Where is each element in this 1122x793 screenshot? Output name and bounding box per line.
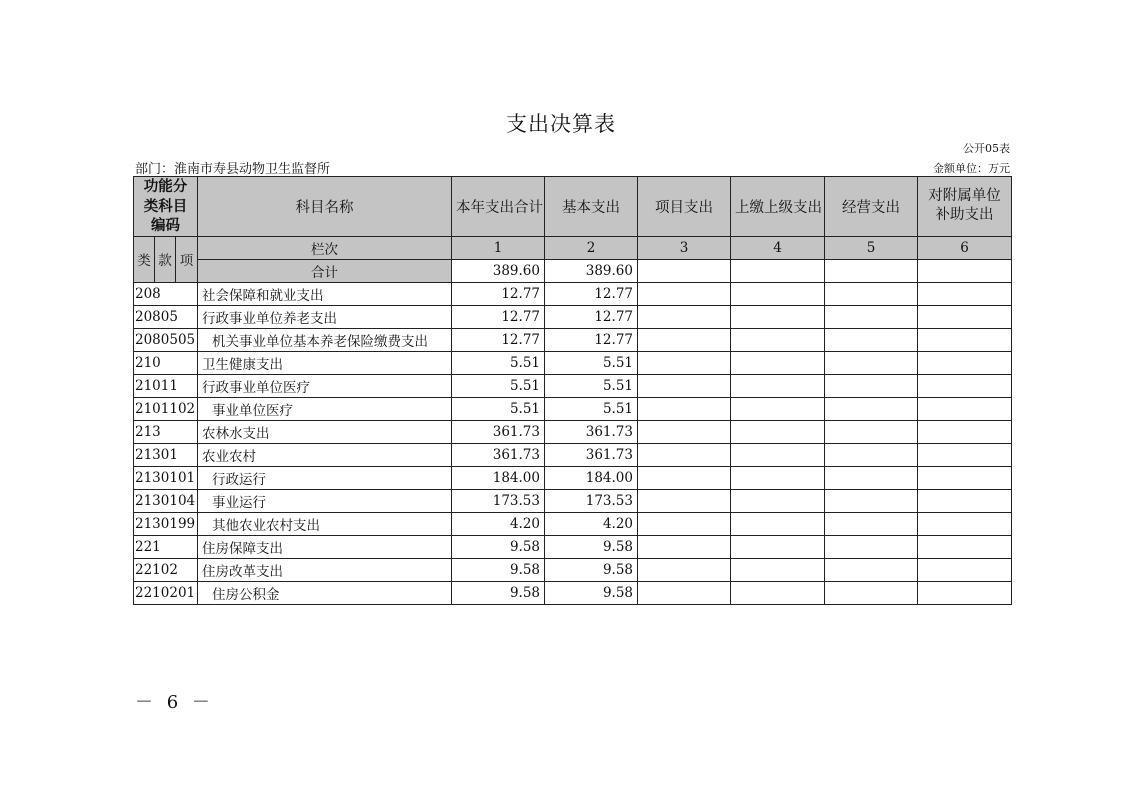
row-total: 12.77: [452, 328, 545, 351]
row-basic: 9.58: [545, 581, 638, 604]
department-label: 部门：淮南市寿县动物卫生监督所: [135, 162, 331, 177]
row-basic: 5.51: [545, 374, 638, 397]
row-code: 2130199: [134, 512, 198, 535]
row-total: 361.73: [452, 443, 545, 466]
row-total: 5.51: [452, 397, 545, 420]
row-code: 20805: [134, 305, 198, 328]
table-row: [134, 443, 1012, 466]
row-code: 2080505: [134, 328, 198, 351]
table-row: [134, 489, 1012, 512]
row-code: 2130104: [134, 489, 198, 512]
table-row: [134, 351, 1012, 374]
row-code: 2130101: [134, 466, 198, 489]
row-name: 其他农业农村支出: [198, 512, 452, 535]
row-total: 5.51: [452, 374, 545, 397]
column-index-6: 6: [918, 236, 1012, 259]
row-total: 9.58: [452, 558, 545, 581]
header-total: 本年支出合计: [452, 177, 545, 237]
row-name: 社会保障和就业支出: [198, 282, 452, 305]
header-upper: 上缴上级支出: [731, 177, 825, 237]
row-name: 机关事业单位基本养老保险缴费支出: [198, 328, 452, 351]
row-total: 4.20: [452, 512, 545, 535]
row-total: 184.00: [452, 466, 545, 489]
table-row: [134, 466, 1012, 489]
row-code: 21301: [134, 443, 198, 466]
page-number: － 6 －: [135, 692, 214, 713]
operating-value: [825, 259, 918, 282]
header-basic: 基本支出: [545, 177, 638, 237]
row-basic: 5.51: [545, 397, 638, 420]
row-code: 221: [134, 535, 198, 558]
header-subject-name: 科目名称: [198, 177, 452, 237]
header-operating: 经营支出: [825, 177, 918, 237]
upper-value: [731, 259, 825, 282]
row-total: 361.73: [452, 420, 545, 443]
row-name: 行政运行: [198, 466, 452, 489]
header-func-code: 功能分类科目编码: [134, 177, 198, 237]
row-name: 住房改革支出: [198, 558, 452, 581]
row-code: 22102: [134, 558, 198, 581]
row-basic: 361.73: [545, 443, 638, 466]
table-row: [134, 305, 1012, 328]
row-name: 住房保障支出: [198, 535, 452, 558]
column-index-label: 栏次: [198, 236, 452, 259]
header-xiang: 项: [176, 236, 198, 282]
row-basic: 5.51: [545, 351, 638, 374]
header-kuan: 款: [155, 236, 176, 282]
row-basic: 184.00: [545, 466, 638, 489]
row-code: 208: [134, 282, 198, 305]
row-name: 行政事业单位养老支出: [198, 305, 452, 328]
page-title: 支出决算表: [506, 112, 616, 136]
table-row: [134, 282, 1012, 305]
table-row: [134, 328, 1012, 351]
table-row: [134, 512, 1012, 535]
header-lei: 类: [134, 236, 155, 282]
row-name: 事业单位医疗: [198, 397, 452, 420]
row-total: 12.77: [452, 282, 545, 305]
row-name: 事业运行: [198, 489, 452, 512]
amount-unit-label: 金额单位：万元: [933, 162, 1010, 175]
row-code: 2101102: [134, 397, 198, 420]
row-basic: 361.73: [545, 420, 638, 443]
total-value: 389.60: [452, 259, 545, 282]
row-total: 9.58: [452, 535, 545, 558]
table-row: [134, 420, 1012, 443]
row-name: 住房公积金: [198, 581, 452, 604]
row-name: 农林水支出: [198, 420, 452, 443]
project-value: [638, 259, 731, 282]
table-row: [134, 535, 1012, 558]
row-basic: 9.58: [545, 535, 638, 558]
row-total: 9.58: [452, 581, 545, 604]
row-total: 5.51: [452, 351, 545, 374]
row-code: 210: [134, 351, 198, 374]
column-index-5: 5: [825, 236, 918, 259]
row-name: 农业农村: [198, 443, 452, 466]
column-index-1: 1: [452, 236, 545, 259]
row-name: 卫生健康支出: [198, 351, 452, 374]
row-basic: 12.77: [545, 282, 638, 305]
row-total: 12.77: [452, 305, 545, 328]
row-code: 21011: [134, 374, 198, 397]
row-basic: 9.58: [545, 558, 638, 581]
header-subsidiary: 对附属单位补助支出: [918, 177, 1012, 237]
row-basic: 173.53: [545, 489, 638, 512]
table-row: [134, 397, 1012, 420]
row-basic: 12.77: [545, 305, 638, 328]
header-project: 项目支出: [638, 177, 731, 237]
row-basic: 4.20: [545, 512, 638, 535]
column-index-3: 3: [638, 236, 731, 259]
row-total: 173.53: [452, 489, 545, 512]
table-row: [134, 558, 1012, 581]
table-row: [134, 374, 1012, 397]
basic-value: 389.60: [545, 259, 638, 282]
total-label: 合计: [198, 259, 452, 282]
column-index-4: 4: [731, 236, 825, 259]
column-index-2: 2: [545, 236, 638, 259]
table-row: [134, 581, 1012, 604]
total-row: [134, 259, 1012, 282]
subsidiary-value: [918, 259, 1012, 282]
expenditure-table: [133, 176, 1012, 605]
row-code: 2210201: [134, 581, 198, 604]
row-code: 213: [134, 420, 198, 443]
row-basic: 12.77: [545, 328, 638, 351]
form-number: 公开05表: [963, 142, 1010, 155]
row-name: 行政事业单位医疗: [198, 374, 452, 397]
